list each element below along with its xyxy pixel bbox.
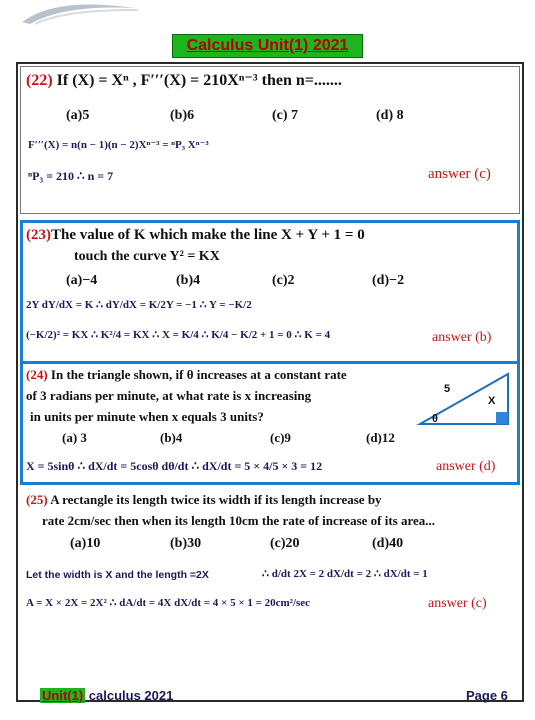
- q23-work-line-1: 2Y dY/dX = K ∴ dY/dX = K/2Y = −1 ∴ Y = −K/2: [26, 299, 252, 311]
- q22-answer: answer (c): [428, 166, 491, 182]
- q23-work-line-2: (−K/2)² = KX ∴ K²/4 = KX ∴ X = K/4 ∴ K/4 − K/2 + 1 = 0 ∴ K = 4: [26, 329, 331, 341]
- q22-option-b: (b)6: [170, 108, 195, 123]
- q23-answer: answer (b): [432, 330, 492, 345]
- q25-option-c: (c)20: [270, 536, 300, 551]
- q22-work-line-1: F′′′(X) = n(n − 1)(n − 2)Xⁿ⁻³ = ⁿP₃ Xⁿ⁻³: [28, 139, 209, 151]
- q24-option-a: (a) 3: [62, 430, 87, 445]
- q25-answer: answer (c): [428, 596, 487, 611]
- q25-stem-line-2: rate 2cm/sec then when its length 10cm the rate of increase of its area...: [42, 513, 436, 528]
- q23-stem: (23)The value of K which make the line X + Y + 1 = 0: [26, 227, 365, 243]
- q24-answer: answer (d): [436, 459, 496, 474]
- triangle-angle-label: θ: [432, 413, 438, 425]
- q25-work-line-1b: ∴ d/dt 2X = 2 dX/dt = 2 ∴ dX/dt = 1: [262, 568, 428, 580]
- q24-option-b: (b)4: [160, 430, 183, 445]
- q25-work-line-1a: Let the width is X and the length =2X: [26, 569, 209, 581]
- triangle-diagram: [412, 368, 516, 432]
- q25-option-a: (a)10: [70, 536, 101, 551]
- q22-option-a: (a)5: [66, 108, 90, 123]
- q25-option-d: (d)40: [372, 536, 404, 551]
- q24-work-line-1: X = 5sinθ ∴ dX/dt = 5cosθ dθ/dt ∴ dX/dt = 5 × 4/5 × 3 = 12: [26, 459, 323, 473]
- q23-option-a: (a)−4: [66, 273, 98, 288]
- q25-work-line-2: A = X × 2X = 2X² ∴ dA/dt = 4X dX/dt = 4 × 5 × 1 = 20cm²/sec: [26, 597, 311, 609]
- q24-stem-line-3: in units per minute when x equals 3 units?: [30, 409, 264, 424]
- q22-option-c: (c) 7: [272, 108, 299, 123]
- q23-stem-line-2: touch the curve Y² = KX: [74, 249, 220, 264]
- q25-stem-line-1: (25) A rectangle its length twice its width if its length increase by: [26, 492, 382, 507]
- q24-option-c: (c)9: [270, 430, 291, 445]
- q22-stem: (22) If (X) = Xⁿ , F′′′(X) = 210Xⁿ⁻³ then n=.......: [26, 72, 342, 89]
- document-title: Calculus Unit(1) 2021: [172, 34, 363, 58]
- triangle-side-label: X: [488, 395, 496, 407]
- q23-option-d: (d)−2: [372, 273, 405, 288]
- footer-unit: Unit(1) calculus 2021: [42, 688, 174, 703]
- q24-stem-line-2: of 3 radians per minute, at what rate is x increasing: [26, 388, 312, 403]
- swoosh-logo: [20, 0, 140, 30]
- q24-stem-line-1: (24) In the triangle shown, if θ increases at a constant rate: [26, 367, 347, 382]
- q23-option-c: (c)2: [272, 273, 295, 288]
- q22-option-d: (d) 8: [376, 108, 404, 123]
- divider: [20, 220, 520, 223]
- page-number: Page 6: [466, 688, 508, 703]
- q22-stem-text: If (X) = Xⁿ , F′′′(X) = 210Xⁿ⁻³ then n=.......: [56, 72, 342, 89]
- triangle-hypotenuse-label: 5: [444, 383, 451, 395]
- q22-work-line-2: ⁿP₃ = 210 ∴ n = 7: [28, 169, 114, 183]
- q23-option-b: (b)4: [176, 273, 201, 288]
- q25-option-b: (b)30: [170, 536, 202, 551]
- q24-option-d: (d)12: [366, 430, 395, 445]
